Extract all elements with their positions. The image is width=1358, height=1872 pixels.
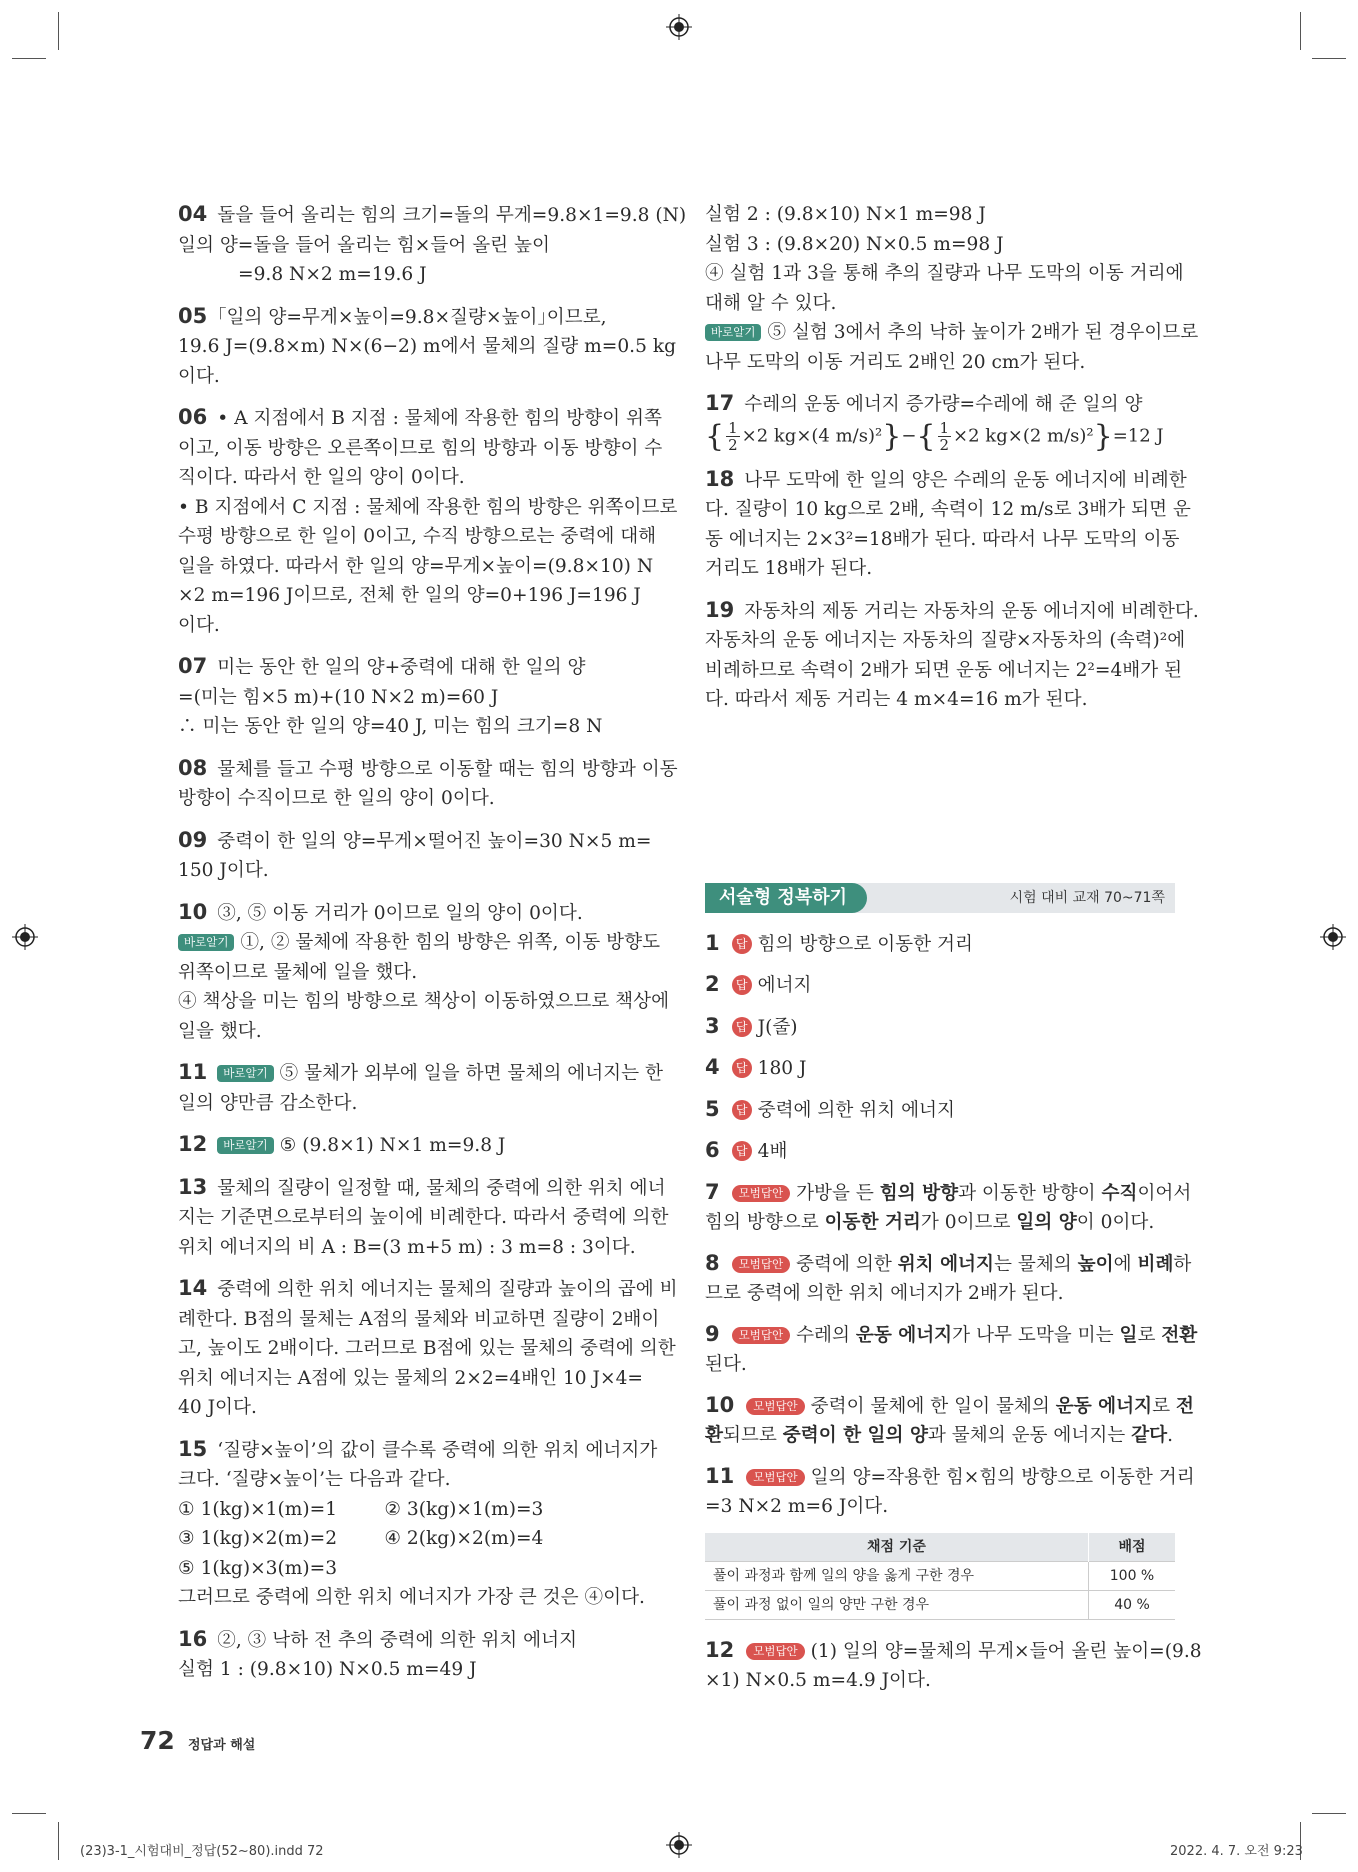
model-answer-badge: 모범답안	[746, 1469, 804, 1486]
item-number: 15	[178, 1436, 208, 1461]
registration-mark-icon	[666, 1832, 692, 1858]
answer-item-14	[178, 1274, 678, 1423]
answer-line	[705, 1178, 1192, 1209]
item-number: 2	[705, 972, 720, 996]
item-text: 자동차의 운동 에너지는 자동차의 질량×자동차의 (속력)²에	[705, 630, 1186, 651]
item-number: 13	[178, 1174, 208, 1199]
item-text: 다. 따라서 제동 거리는 4 m×4=16 m가 된다.	[705, 689, 1088, 710]
keyword: 힘의 방향	[879, 1182, 959, 1204]
item-text: 수레의 운동 에너지 증가량=수레에 해 준 일의 양	[744, 394, 1143, 415]
item-number: 17	[705, 391, 735, 415]
item-number: 10	[705, 1392, 735, 1417]
item-text: 위치 에너지의 비 A : B=(3 m+5 m) : 3 m=8 : 3이다.	[178, 1236, 636, 1258]
answer-badge: 답	[732, 934, 752, 954]
item-text: 된다.	[705, 1354, 747, 1375]
answer-line	[705, 1279, 1175, 1309]
column-header: 채점 기준	[705, 1533, 1089, 1562]
short-answer-4	[705, 1053, 1175, 1084]
answer-line	[705, 1208, 1175, 1238]
item-text: 과 이동한 방향이	[958, 1182, 1102, 1204]
item-text: =(미는 힘×5 m)+(10 N×2 m)=60 J	[178, 686, 499, 708]
item-text: 이 0이다.	[1076, 1212, 1155, 1233]
item-number: 11	[178, 1060, 208, 1084]
item-text: 물체의 질량이 일정할 때, 물체의 중력에 의한 위치 에너	[217, 1177, 666, 1199]
answer-item-12	[178, 1130, 646, 1161]
answer-line	[705, 1320, 1198, 1351]
answer-item-04	[178, 200, 687, 290]
print-slug-file: (23)3-1_시험대비_정답(52~80).indd 72	[80, 1844, 324, 1859]
item-text: 그러므로 중력에 의한 위치 에너지가 가장 큰 것은 ④이다.	[178, 1587, 645, 1608]
item-text: ⑤ 실험 3에서 추의 낙하 높이가 2배가 된 경우이므로	[767, 322, 1199, 343]
item-text: ④ 책상을 미는 힘의 방향으로 책상이 이동하였으므로 책상에	[178, 991, 670, 1012]
fraction	[726, 420, 740, 453]
item-text: J(줄)	[757, 1016, 798, 1038]
keyword: 중력이 한 일의 양	[782, 1425, 928, 1446]
item-text: .	[1167, 1425, 1174, 1446]
item-text: 위치 에너지는 A점에 있는 물체의 2×2=4배인 10 J×4=	[178, 1367, 643, 1389]
item-text: 위쪽이므로 물체에 일을 했다.	[178, 961, 418, 983]
answer-item-16-cont	[705, 200, 1199, 377]
item-text: ①, ② 물체에 작용한 힘의 방향은 위쪽, 이동 방향도	[240, 932, 661, 953]
table-cell: 100 %	[1089, 1561, 1176, 1590]
item-text: 실험 1 : (9.8×10) N×0.5 m=49 J	[178, 1659, 477, 1680]
answer-item-11	[178, 1058, 663, 1118]
answer-line	[705, 1350, 1175, 1380]
item-text: 이어서	[1137, 1182, 1192, 1204]
item-text: 다. 질량이 10 kg으로 2배, 속력이 12 m/s로 3배가 되면 운	[705, 499, 1191, 520]
item-text: 가방을 든	[796, 1182, 880, 1204]
item-number: 1	[705, 930, 720, 955]
section-header	[705, 883, 1175, 913]
item-text: 중력에 의한 위치 에너지는 물체의 질량과 높이의 곱에 비	[217, 1279, 678, 1300]
model-answer-8	[705, 1249, 1192, 1309]
registration-mark-icon	[12, 924, 38, 950]
item-text: ‘질량×높이’의 값이 클수록 중력에 의한 위치 에너지가	[217, 1439, 658, 1461]
formula-term: ×2 kg×(2 m/s)²	[953, 425, 1094, 446]
item-text: 중력에 의한	[796, 1253, 898, 1275]
item-number: 7	[705, 1179, 720, 1204]
item-text: ③ 1(kg)×2(m)=2 ④ 2(kg)×2(m)=4	[178, 1528, 544, 1549]
item-number: 12	[705, 1637, 735, 1662]
model-answer-badge: 모범답안	[732, 1256, 790, 1273]
keyword: 일의 양	[1016, 1212, 1077, 1233]
item-number: 9	[705, 1321, 720, 1346]
item-text: 일의 양=작용한 힘×힘의 방향으로 이동한 거리	[810, 1466, 1195, 1488]
item-text: ×1) N×0.5 m=4.9 J이다.	[705, 1670, 931, 1691]
crop-mark	[1312, 1813, 1346, 1814]
item-text: =3 N×2 m=6 J이다.	[705, 1496, 889, 1517]
numerator: 1	[939, 418, 950, 437]
answer-line	[705, 1492, 1175, 1522]
item-text: 하	[1173, 1253, 1192, 1275]
item-text: 19.6 J=(9.8×m) N×(6−2) m에서 물체의 질량 m=0.5 kg	[178, 336, 677, 357]
answer-badge: 답	[732, 1141, 752, 1161]
model-answer-badge: 모범답안	[732, 1185, 790, 1202]
section-title: 서술형 정복하기	[705, 883, 867, 913]
item-text: ∴ 미는 동안 한 일의 양=40 J, 미는 힘의 크기=8 N	[178, 716, 603, 737]
brace: }	[882, 418, 902, 454]
item-number: 19	[705, 597, 735, 622]
brace: {	[705, 418, 725, 454]
brace: }	[1093, 418, 1113, 454]
item-number: 04	[178, 202, 208, 226]
section-reference: 시험 대비 교재 70~71쪽	[1009, 889, 1165, 906]
item-text: 방향이 수직이므로 한 일의 양이 0이다.	[178, 788, 495, 809]
item-number: 16	[178, 1626, 208, 1651]
item-number: 5	[705, 1096, 720, 1121]
item-text: 물체를 들고 수평 방향으로 이동할 때는 힘의 방향과 이동	[217, 758, 678, 780]
item-number: 09	[178, 827, 208, 852]
table-header-row	[705, 1533, 1175, 1562]
item-text: 실험 2 : (9.8×10) N×1 m=98 J	[705, 204, 986, 225]
spacer	[705, 727, 1175, 877]
item-text: 로	[1152, 1395, 1176, 1417]
item-text: 이고, 이동 방향은 오른쪽이므로 힘의 방향과 이동 방향이 수	[178, 437, 663, 459]
item-text: 거리도 18배가 된다.	[705, 558, 873, 579]
table-cell: 풀이 과정 없이 일의 양만 구한 경우	[705, 1590, 1089, 1619]
crop-mark	[12, 58, 46, 59]
correction-badge: 바로알기	[705, 324, 761, 341]
keyword: 같다	[1131, 1425, 1168, 1446]
item-number: 14	[178, 1276, 208, 1300]
item-text: 에너지	[757, 975, 812, 996]
model-answer-badge: 모범답안	[746, 1643, 804, 1660]
item-number: 18	[705, 466, 735, 491]
item-number: 8	[705, 1250, 720, 1275]
answer-item-09	[178, 826, 652, 886]
answer-item-06	[178, 403, 678, 640]
short-answer-6	[705, 1136, 1175, 1167]
crop-mark	[12, 1813, 46, 1814]
keyword: 이동한 거리	[824, 1212, 921, 1233]
table-cell: 40 %	[1089, 1590, 1176, 1619]
keyword: 비례	[1137, 1253, 1174, 1275]
item-text: 40 J이다.	[178, 1397, 257, 1418]
table-row	[705, 1590, 1175, 1619]
scoring-rubric-table	[705, 1533, 1175, 1620]
fraction	[938, 420, 952, 453]
registration-mark-icon	[666, 14, 692, 40]
model-answer-11	[705, 1462, 1195, 1522]
model-answer-12	[705, 1636, 1202, 1696]
crop-mark	[1312, 58, 1346, 59]
item-text: 돌을 들어 올리는 힘의 크기=돌의 무게=9.8×1=9.8 (N)	[217, 205, 687, 226]
item-text: ⑤ 물체가 외부에 일을 하면 물체의 에너지는 한	[279, 1063, 663, 1084]
item-text: 일을 했다.	[178, 1020, 262, 1042]
answer-badge: 답	[732, 1058, 752, 1078]
crop-mark	[1300, 12, 1301, 50]
item-text: 4배	[757, 1141, 788, 1162]
model-answer-7	[705, 1178, 1192, 1238]
answer-item-05	[178, 302, 677, 392]
page-number: 72	[140, 1726, 175, 1755]
item-text: 150 J이다.	[178, 860, 269, 881]
denominator: 2	[939, 435, 950, 454]
item-text: 대해 알 수 있다.	[705, 292, 837, 314]
item-number: 07	[178, 654, 208, 678]
item-text: 일의 양=돌을 들어 올리는 힘×들어 올린 높이	[178, 234, 550, 256]
column-header: 배점	[1089, 1533, 1176, 1562]
item-text: 미는 동안 한 일의 양+중력에 대해 한 일의 양	[217, 657, 586, 678]
answer-line	[705, 1249, 1192, 1280]
model-answer-10	[705, 1391, 1194, 1451]
short-answer-5	[705, 1095, 1175, 1126]
item-text: (1) 일의 양=물체의 무게×들어 올린 높이=(9.8	[810, 1640, 1202, 1662]
item-text: 가 0이므로	[920, 1212, 1017, 1233]
item-text: 힘의 방향으로	[705, 1212, 825, 1233]
item-text: 고, 높이도 2배이다. 그러므로 B점에 있는 물체의 중력에 의한	[178, 1338, 676, 1359]
footer-section-label: 정답과 해설	[188, 1738, 256, 1753]
correction-badge: 바로알기	[217, 1137, 273, 1154]
left-column	[178, 200, 687, 1697]
item-number: 3	[705, 1013, 720, 1038]
item-text: 힘의 방향으로 이동한 거리	[757, 933, 973, 955]
item-number: 05	[178, 303, 208, 328]
item-text: 일을 하였다. 따라서 한 일의 양=무게×높이=(9.8×10) N	[178, 555, 654, 577]
item-number: 12	[178, 1132, 208, 1156]
model-answer-9	[705, 1320, 1198, 1380]
answer-badge: 답	[732, 975, 752, 995]
item-text: 실험 3 : (9.8×20) N×0.5 m=98 J	[705, 233, 1004, 255]
item-text: 로	[1137, 1324, 1162, 1346]
correction-badge: 바로알기	[217, 1065, 273, 1082]
keyword: 전환	[1161, 1324, 1198, 1346]
item-text: 수평 방향으로 한 일이 0이고, 수직 방향으로는 중력에 대해	[178, 526, 657, 547]
keyword: 위치 에너지	[897, 1253, 994, 1275]
item-text: =9.8 N×2 m=19.6 J	[238, 264, 427, 285]
item-text: 례한다. B점의 물체는 A점의 물체와 비교하면 질량이 2배이	[178, 1308, 660, 1330]
answer-line	[705, 1391, 1194, 1422]
item-number: 10	[178, 899, 208, 924]
answer-item-19	[705, 596, 1199, 715]
item-text: 에	[1113, 1253, 1138, 1275]
keyword: 수직	[1101, 1182, 1138, 1204]
answer-item-08	[178, 754, 678, 814]
answer-line	[705, 1462, 1195, 1493]
item-text: ｢일의 양=무게×높이=9.8×질량×높이｣이므로,	[217, 306, 607, 328]
item-text: 므로 중력에 의한 위치 에너지가 2배가 된다.	[705, 1283, 1064, 1304]
brace: {	[916, 418, 936, 454]
item-number: 06	[178, 405, 208, 429]
answer-badge: 답	[732, 1100, 752, 1120]
registration-mark-icon	[1320, 924, 1346, 950]
item-text: 일의 양만큼 감소한다.	[178, 1092, 358, 1114]
keyword: 높이	[1077, 1253, 1114, 1275]
keyword: 환	[705, 1425, 723, 1446]
short-answer-3	[705, 1012, 1175, 1043]
item-text: 중력에 의한 위치 에너지	[757, 1099, 955, 1121]
numerator: 1	[728, 418, 738, 437]
keyword: 운동 에너지	[855, 1324, 953, 1346]
crop-mark	[58, 1822, 59, 1860]
table-row	[705, 1561, 1175, 1590]
item-text: ④ 실험 1과 3을 통해 추의 질량과 나무 도막의 이동 거리에	[705, 263, 1184, 284]
item-text: 비례하므로 속력이 2배가 되면 운동 에너지는 2²=4배가 된	[705, 659, 1183, 681]
item-text: ⑤ (9.8×1) N×1 m=9.8 J	[279, 1135, 506, 1156]
item-text: 이다.	[178, 614, 220, 636]
crop-mark	[58, 12, 59, 50]
item-text: 지는 기준면으로부터의 높이에 비례한다. 따라서 중력에 의한	[178, 1207, 669, 1228]
model-answer-badge: 모범답안	[746, 1398, 804, 1415]
item-text: 가 나무 도막을 미는	[952, 1324, 1120, 1346]
item-text: 중력이 물체에 한 일이 물체의	[810, 1395, 1056, 1417]
model-answer-badge: 모범답안	[732, 1327, 790, 1344]
kinetic-energy-formula	[705, 420, 1175, 453]
item-text: 크다. ‘질량×높이’는 다음과 같다.	[178, 1469, 451, 1490]
keyword: 일	[1119, 1324, 1138, 1346]
keyword: 전	[1175, 1395, 1194, 1417]
answer-item-15	[178, 1435, 658, 1613]
item-text: ③, ⑤ 이동 거리가 0이므로 일의 양이 0이다.	[217, 902, 583, 924]
answer-item-13	[178, 1173, 669, 1263]
item-text: 수레의	[796, 1324, 856, 1346]
answer-badge: 답	[732, 1017, 752, 1037]
answer-line	[705, 1421, 1175, 1451]
item-text: 180 J	[757, 1058, 807, 1079]
print-slug-date: 2022. 4. 7. 오전 9:23	[1170, 1844, 1303, 1859]
item-text: • A 지점에서 B 지점 : 물체에 작용한 힘의 방향이 위쪽	[217, 408, 662, 429]
answer-item-18	[705, 465, 1191, 584]
model-answers	[705, 1178, 1198, 1522]
item-number: 11	[705, 1463, 735, 1488]
item-number: 08	[178, 755, 208, 780]
item-text: 과 물체의 운동 에너지는	[927, 1425, 1132, 1446]
answer-item-17	[705, 389, 1175, 453]
formula-term: ×2 kg×(4 m/s)²	[741, 425, 883, 446]
formula-operator: −	[901, 425, 917, 446]
keyword: 운동 에너지	[1055, 1395, 1153, 1417]
short-answer-1	[705, 929, 1175, 960]
item-text: 이다.	[178, 365, 220, 387]
item-text: ① 1(kg)×1(m)=1 ② 3(kg)×1(m)=3	[178, 1498, 544, 1520]
answer-item-10	[178, 898, 670, 1047]
item-text: 직이다. 따라서 한 일의 양이 0이다.	[178, 467, 465, 488]
correction-badge: 바로알기	[178, 934, 234, 951]
item-text: 중력이 한 일의 양=무게×떨어진 높이=30 N×5 m=	[217, 830, 652, 852]
item-text: 되므로	[722, 1425, 783, 1446]
denominator: 2	[728, 435, 738, 454]
table-cell: 풀이 과정과 함께 일의 양을 옳게 구한 경우	[705, 1561, 1089, 1590]
item-text: 나무 도막의 이동 거리도 2배인 20 cm가 된다.	[705, 351, 1086, 373]
answer-item-16	[178, 1625, 646, 1685]
item-text: ②, ③ 낙하 전 추의 중력에 의한 위치 에너지	[217, 1629, 578, 1651]
item-text: 나무 도막에 한 일의 양은 수레의 운동 에너지에 비례한	[744, 469, 1187, 491]
item-number: 4	[705, 1055, 720, 1079]
item-text: 자동차의 제동 거리는 자동차의 운동 에너지에 비례한다.	[744, 600, 1199, 622]
item-text: ⑤ 1(kg)×3(m)=3	[178, 1557, 338, 1579]
right-column	[705, 200, 1202, 1707]
short-answer-2	[705, 970, 1175, 1001]
item-text: ×2 m=196 J이므로, 전체 한 일의 양=0+196 J=196 J	[178, 585, 641, 606]
item-text: 는 물체의	[994, 1253, 1078, 1275]
item-text: • B 지점에서 C 지점 : 물체에 작용한 힘의 방향은 위쪽이므로	[178, 496, 678, 518]
formula-result: =12 J	[1112, 425, 1164, 446]
item-number: 6	[705, 1138, 720, 1162]
item-text: 동 에너지는 2×3²=18배가 된다. 따라서 나무 도막의 이동	[705, 528, 1180, 550]
answer-item-07	[178, 652, 646, 742]
